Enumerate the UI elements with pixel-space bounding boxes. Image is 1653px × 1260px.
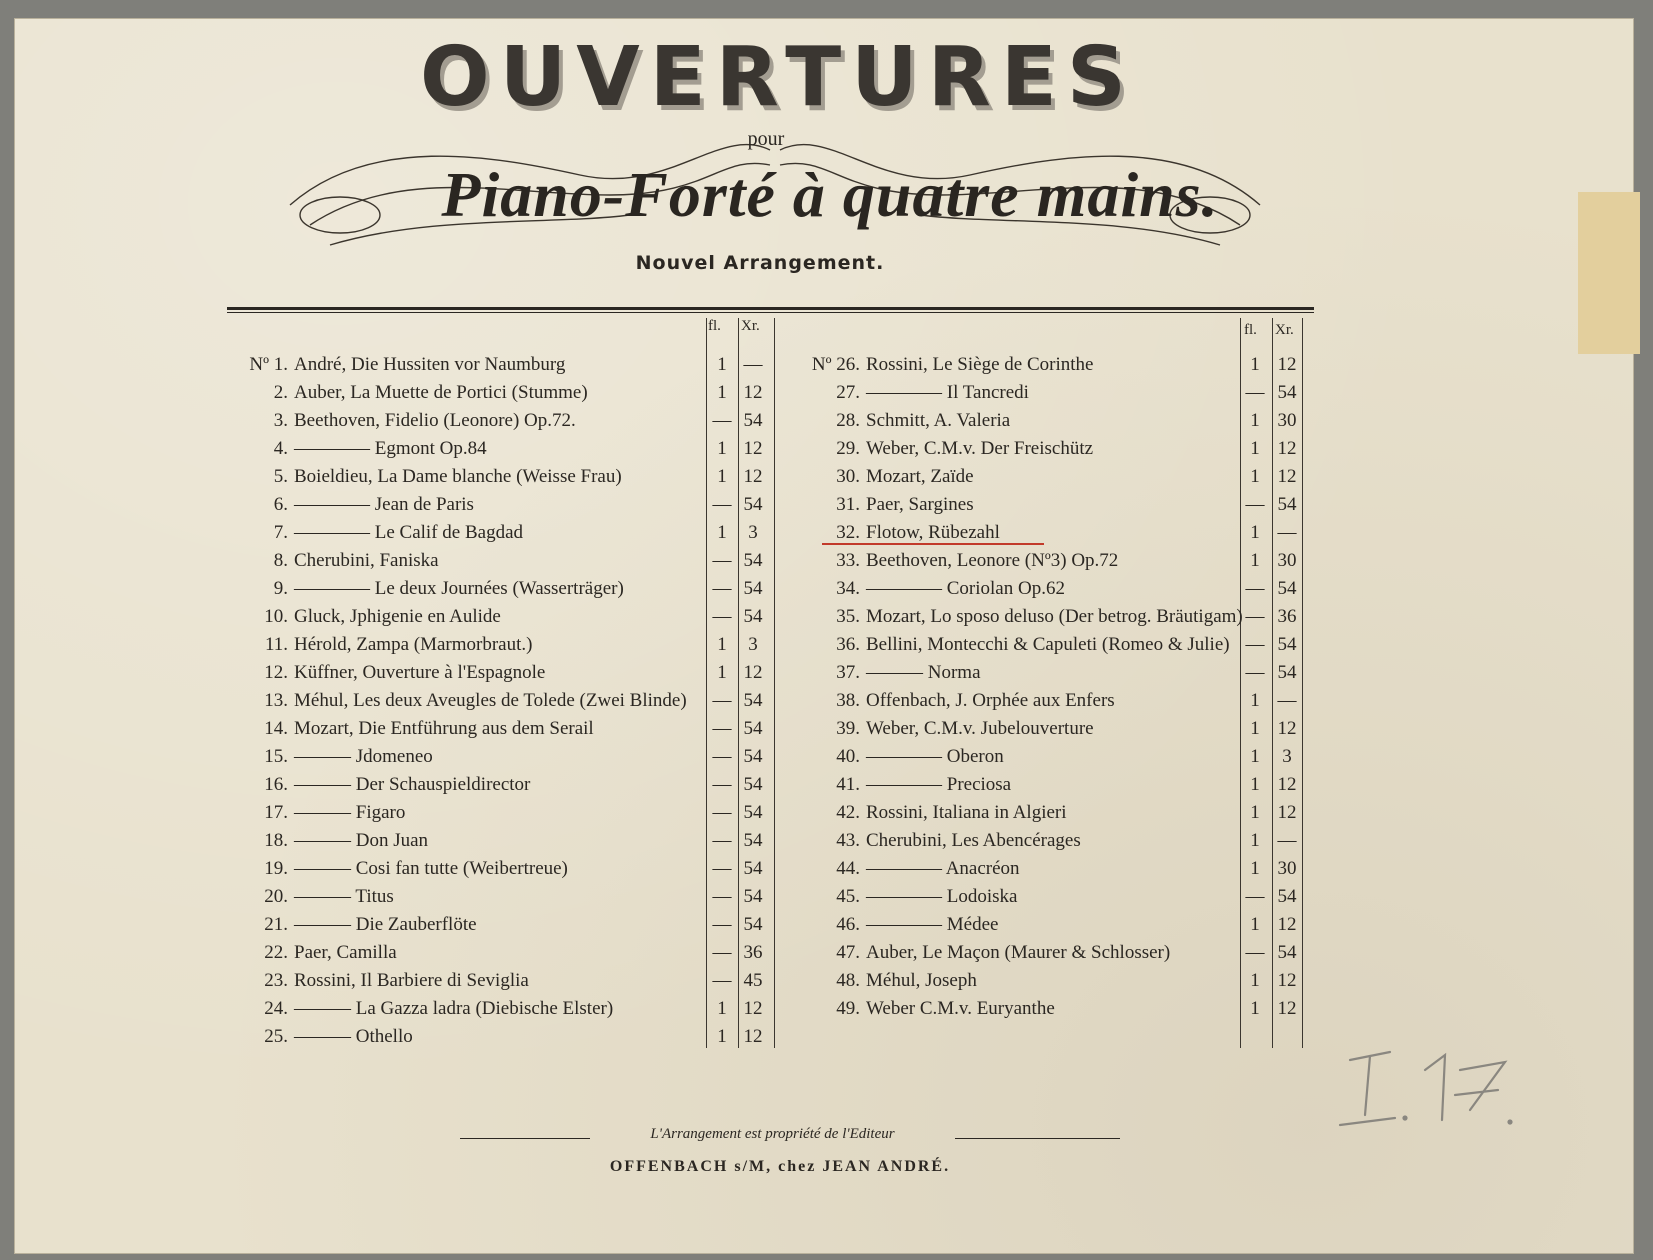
item-number: 29. (836, 438, 860, 459)
item-kreuzer: 45 (743, 970, 763, 991)
item-title: ——— Figaro (294, 802, 406, 823)
item-kreuzer: 3 (748, 634, 758, 655)
list-item (228, 746, 778, 770)
list-item (800, 746, 1312, 770)
item-kreuzer: 12 (1277, 914, 1297, 935)
footer-note: L'Arrangement est propriété de l'Editeur (650, 1126, 895, 1142)
list-item (228, 662, 778, 686)
item-kreuzer: 54 (1277, 886, 1297, 907)
item-title: ——— Der Schauspieldirector (294, 774, 531, 795)
item-number: 36. (836, 634, 860, 655)
list-item (800, 494, 1312, 518)
item-number: 31. (836, 494, 860, 515)
item-title: ——— Titus (294, 886, 394, 907)
item-florin: — (712, 690, 732, 711)
item-kreuzer: 30 (1277, 550, 1297, 571)
item-number: 21. (264, 914, 288, 935)
table-top-rule-thin (227, 312, 1314, 313)
item-title: Mozart, Zaïde (866, 466, 974, 487)
item-florin: — (1245, 662, 1265, 683)
item-title: Rossini, Italiana in Algieri (866, 802, 1067, 823)
table-top-rule (227, 307, 1314, 310)
item-kreuzer: 12 (743, 662, 763, 683)
item-number: 39. (836, 718, 860, 739)
item-florin: — (712, 606, 732, 627)
item-number: 10. (264, 606, 288, 627)
item-title: ———— Lodoiska (866, 886, 1018, 907)
item-florin: 1 (717, 466, 727, 487)
item-florin: 1 (717, 438, 727, 459)
item-title: ———— Oberon (866, 746, 1004, 767)
item-title: ———— Médee (866, 914, 999, 935)
item-number: 14. (264, 718, 288, 739)
item-title: Mozart, Die Entführung aus dem Serail (294, 718, 594, 739)
list-item (800, 662, 1312, 686)
item-florin: — (712, 802, 732, 823)
item-florin: 1 (1250, 802, 1260, 823)
list-item (800, 830, 1312, 854)
item-florin: 1 (1250, 438, 1260, 459)
list-item (800, 606, 1312, 630)
item-kreuzer: 54 (743, 886, 763, 907)
list-item (228, 914, 778, 938)
item-title: ———— Jean de Paris (294, 494, 474, 515)
item-title: Küffner, Ouverture à l'Espagnole (294, 662, 546, 683)
item-florin: 1 (717, 998, 727, 1019)
item-florin: 1 (1250, 410, 1260, 431)
handwritten-shelfmark (1320, 1040, 1520, 1140)
item-title: ——— Othello (294, 1026, 413, 1047)
item-florin: 1 (1250, 354, 1260, 375)
item-kreuzer: 54 (743, 914, 763, 935)
item-title: Offenbach, J. Orphée aux Enfers (866, 690, 1115, 711)
item-florin: — (712, 746, 732, 767)
item-number: 9. (273, 578, 288, 599)
item-title: Mozart, Lo sposo deluso (Der betrog. Bräutigam) (866, 606, 1243, 627)
item-number: 34. (836, 578, 860, 599)
item-florin: 1 (1250, 970, 1260, 991)
item-title: ———— Il Tancredi (866, 382, 1029, 403)
item-florin: — (1245, 606, 1265, 627)
item-kreuzer: 12 (743, 466, 763, 487)
item-kreuzer: 12 (743, 382, 763, 403)
item-florin: 1 (1250, 774, 1260, 795)
item-kreuzer: — (743, 354, 763, 375)
item-number: 46. (836, 914, 860, 935)
item-kreuzer: 54 (743, 858, 763, 879)
list-item (800, 858, 1312, 882)
item-kreuzer: 54 (1277, 494, 1297, 515)
item-kreuzer: 30 (1277, 410, 1297, 431)
item-title: Weber C.M.v. Euryanthe (866, 998, 1055, 1019)
list-item (228, 550, 778, 574)
item-number: 6. (273, 494, 288, 515)
item-number: 44. (836, 858, 860, 879)
item-florin: — (712, 914, 732, 935)
item-kreuzer: 12 (743, 998, 763, 1019)
item-florin: — (1245, 634, 1265, 655)
item-number: Nº 1. (249, 354, 288, 375)
list-item (228, 774, 778, 798)
left-xr-header: Xr. (741, 318, 760, 334)
item-florin: — (712, 830, 732, 851)
item-number: 41. (836, 774, 860, 795)
list-item (800, 578, 1312, 602)
item-kreuzer: 54 (1277, 662, 1297, 683)
item-florin: 1 (1250, 998, 1260, 1019)
item-florin: — (712, 550, 732, 571)
item-florin: 1 (1250, 746, 1260, 767)
item-kreuzer: 12 (743, 438, 763, 459)
item-number: 25. (264, 1026, 288, 1047)
item-number: 30. (836, 466, 860, 487)
item-florin: 1 (1250, 858, 1260, 879)
list-item (800, 774, 1312, 798)
item-kreuzer: 12 (1277, 970, 1297, 991)
item-number: 13. (264, 690, 288, 711)
item-florin: 1 (717, 382, 727, 403)
item-title: ———— Coriolan Op.62 (866, 578, 1065, 599)
list-item (800, 690, 1312, 714)
list-item (228, 718, 778, 742)
list-item (800, 410, 1312, 434)
item-kreuzer: 54 (743, 830, 763, 851)
item-number: 47. (836, 942, 860, 963)
item-number: 20. (264, 886, 288, 907)
item-florin: 1 (1250, 830, 1260, 851)
item-kreuzer: 12 (1277, 774, 1297, 795)
item-title: Flotow, Rübezahl (866, 522, 1000, 543)
item-kreuzer: 54 (743, 690, 763, 711)
item-number: 45. (836, 886, 860, 907)
item-kreuzer: — (1277, 830, 1297, 851)
paper-tab (1578, 192, 1640, 354)
item-kreuzer: 30 (1277, 858, 1297, 879)
item-title: ———— Anacréon (866, 858, 1020, 879)
item-kreuzer: 54 (743, 606, 763, 627)
item-florin: — (712, 858, 732, 879)
item-number: 40. (836, 746, 860, 767)
item-title: ——— Die Zauberflöte (294, 914, 477, 935)
item-title: Gluck, Jphigenie en Aulide (294, 606, 501, 627)
item-kreuzer: 54 (1277, 382, 1297, 403)
list-item (228, 410, 778, 434)
list-item (800, 382, 1312, 406)
list-item (228, 690, 778, 714)
item-number: Nº 26. (811, 354, 860, 375)
list-item (228, 998, 778, 1022)
item-florin: 1 (1250, 914, 1260, 935)
item-florin: — (1245, 942, 1265, 963)
item-title: Hérold, Zampa (Marmorbraut.) (294, 634, 533, 655)
subtitle: Piano-Forté à quatre mains. (441, 159, 1219, 230)
item-number: 16. (264, 774, 288, 795)
item-title: Bellini, Montecchi & Capuleti (Romeo & Julie) (866, 634, 1230, 655)
list-item (228, 606, 778, 630)
item-number: 49. (836, 998, 860, 1019)
item-kreuzer: 54 (743, 774, 763, 795)
item-florin: — (712, 774, 732, 795)
item-title: Rossini, Il Barbiere di Seviglia (294, 970, 529, 991)
red-pencil-underline (822, 543, 1044, 545)
footer-rule-right (955, 1138, 1120, 1139)
item-kreuzer: 54 (743, 718, 763, 739)
item-number: 12. (264, 662, 288, 683)
list-item (800, 354, 1312, 378)
footer-rule-left (460, 1138, 590, 1139)
list-item (800, 914, 1312, 938)
item-kreuzer: 12 (1277, 438, 1297, 459)
item-title: ———— Preciosa (866, 774, 1012, 795)
item-number: 5. (273, 466, 288, 487)
item-kreuzer: 54 (1277, 578, 1297, 599)
item-number: 22. (264, 942, 288, 963)
list-item (800, 634, 1312, 658)
item-kreuzer: — (1277, 522, 1297, 543)
item-number: 4. (273, 438, 288, 459)
item-florin: 1 (1250, 718, 1260, 739)
publisher-line: OFFENBACH s/M, chez JEAN ANDRÉ. (609, 1158, 951, 1175)
item-florin: — (1245, 494, 1265, 515)
item-title: Boieldieu, La Dame blanche (Weisse Frau) (294, 466, 622, 487)
list-item (228, 522, 778, 546)
item-florin: — (1245, 578, 1265, 599)
item-florin: — (712, 410, 732, 431)
right-fl-header: fl. (1244, 322, 1257, 338)
item-number: 15. (264, 746, 288, 767)
list-item (228, 830, 778, 854)
item-title: Paer, Sargines (866, 494, 974, 515)
arrangement-label: Nouvel Arrangement. (635, 252, 885, 274)
item-title: Méhul, Joseph (866, 970, 977, 991)
item-title: Auber, La Muette de Portici (Stumme) (294, 382, 588, 403)
list-item (228, 634, 778, 658)
list-item (228, 1026, 778, 1050)
item-number: 27. (836, 382, 860, 403)
item-title: Paer, Camilla (294, 942, 397, 963)
item-number: 38. (836, 690, 860, 711)
list-item (800, 550, 1312, 574)
item-kreuzer: 54 (743, 802, 763, 823)
list-item (228, 970, 778, 994)
list-item (800, 998, 1312, 1022)
item-title: Auber, Le Maçon (Maurer & Schlosser) (866, 942, 1171, 963)
list-item (228, 354, 778, 378)
item-florin: — (712, 970, 732, 991)
list-item (800, 466, 1312, 490)
item-title: ———— Egmont Op.84 (294, 438, 487, 459)
item-kreuzer: 12 (1277, 354, 1297, 375)
item-number: 18. (264, 830, 288, 851)
item-florin: 1 (1250, 522, 1260, 543)
item-kreuzer: 12 (743, 1026, 763, 1047)
item-title: Cherubini, Faniska (294, 550, 439, 571)
item-title: Weber, C.M.v. Der Freischütz (866, 438, 1094, 459)
item-florin: 1 (717, 354, 727, 375)
list-item (228, 802, 778, 826)
list-item (228, 858, 778, 882)
item-number: 35. (836, 606, 860, 627)
item-florin: 1 (1250, 466, 1260, 487)
item-title: ———— Le deux Journées (Wasserträger) (294, 578, 624, 599)
list-item (228, 494, 778, 518)
item-number: 43. (836, 830, 860, 851)
item-title: ———— Le Calif de Bagdad (294, 522, 524, 543)
item-number: 28. (836, 410, 860, 431)
item-kreuzer: 54 (743, 746, 763, 767)
item-kreuzer: 54 (743, 578, 763, 599)
item-kreuzer: 12 (1277, 718, 1297, 739)
item-kreuzer: 54 (743, 410, 763, 431)
pour-label: pour (747, 128, 785, 150)
item-florin: 1 (717, 634, 727, 655)
item-kreuzer: 36 (1277, 606, 1297, 627)
item-title: Rossini, Le Siège de Corinthe (866, 354, 1094, 375)
item-title: André, Die Hussiten vor Naumburg (294, 354, 566, 375)
item-florin: — (712, 886, 732, 907)
item-title: ——— Don Juan (294, 830, 429, 851)
item-kreuzer: 12 (1277, 998, 1297, 1019)
item-florin: — (712, 494, 732, 515)
item-number: 24. (264, 998, 288, 1019)
item-number: 23. (264, 970, 288, 991)
item-title: Cherubini, Les Abencérages (866, 830, 1081, 851)
item-kreuzer: 12 (1277, 466, 1297, 487)
item-title: Méhul, Les deux Aveugles de Tolede (Zwei Blinde) (294, 690, 687, 711)
item-number: 19. (264, 858, 288, 879)
item-kreuzer: — (1277, 690, 1297, 711)
item-florin: — (1245, 886, 1265, 907)
item-number: 37. (836, 662, 860, 683)
item-kreuzer: 12 (1277, 802, 1297, 823)
list-item (228, 942, 778, 966)
left-fl-header: fl. (708, 318, 721, 334)
list-item (228, 382, 778, 406)
item-florin: — (712, 942, 732, 963)
item-number: 7. (273, 522, 288, 543)
item-number: 17. (264, 802, 288, 823)
item-florin: 1 (717, 662, 727, 683)
item-florin: 1 (1250, 690, 1260, 711)
item-number: 3. (273, 410, 288, 431)
list-item (228, 886, 778, 910)
item-number: 48. (836, 970, 860, 991)
item-number: 32. (836, 522, 860, 543)
list-item (800, 718, 1312, 742)
item-number: 2. (273, 382, 288, 403)
item-kreuzer: 3 (1282, 746, 1292, 767)
list-item (800, 886, 1312, 910)
item-kreuzer: 54 (743, 550, 763, 571)
item-florin: 1 (717, 522, 727, 543)
item-florin: 1 (717, 1026, 727, 1047)
right-xr-header: Xr. (1275, 322, 1294, 338)
item-florin: — (1245, 382, 1265, 403)
item-number: 11. (264, 634, 288, 655)
item-florin: 1 (1250, 550, 1260, 571)
list-item (800, 802, 1312, 826)
list-item (228, 578, 778, 602)
item-kreuzer: 54 (1277, 942, 1297, 963)
item-kreuzer: 36 (743, 942, 763, 963)
item-title: Weber, C.M.v. Jubelouverture (866, 718, 1094, 739)
item-kreuzer: 54 (1277, 634, 1297, 655)
list-item (228, 466, 778, 490)
item-kreuzer: 3 (748, 522, 758, 543)
item-title: Beethoven, Fidelio (Leonore) Op.72. (294, 410, 576, 431)
item-title: ——— Cosi fan tutte (Weibertreue) (294, 858, 568, 879)
item-number: 42. (836, 802, 860, 823)
item-title: Schmitt, A. Valeria (866, 410, 1011, 431)
item-number: 33. (836, 550, 860, 571)
list-item (228, 438, 778, 462)
item-title: ——— La Gazza ladra (Diebische Elster) (294, 998, 614, 1019)
list-item (800, 438, 1312, 462)
item-title: Beethoven, Leonore (Nº3) Op.72 (866, 550, 1119, 571)
item-florin: — (712, 718, 732, 739)
item-number: 8. (273, 550, 288, 571)
list-item (800, 942, 1312, 966)
item-florin: — (712, 578, 732, 599)
item-title: ——— Jdomeneo (294, 746, 433, 767)
page-title: OUVERTURES (420, 30, 1136, 125)
item-title: ——— Norma (866, 662, 981, 683)
item-kreuzer: 54 (743, 494, 763, 515)
list-item (800, 970, 1312, 994)
